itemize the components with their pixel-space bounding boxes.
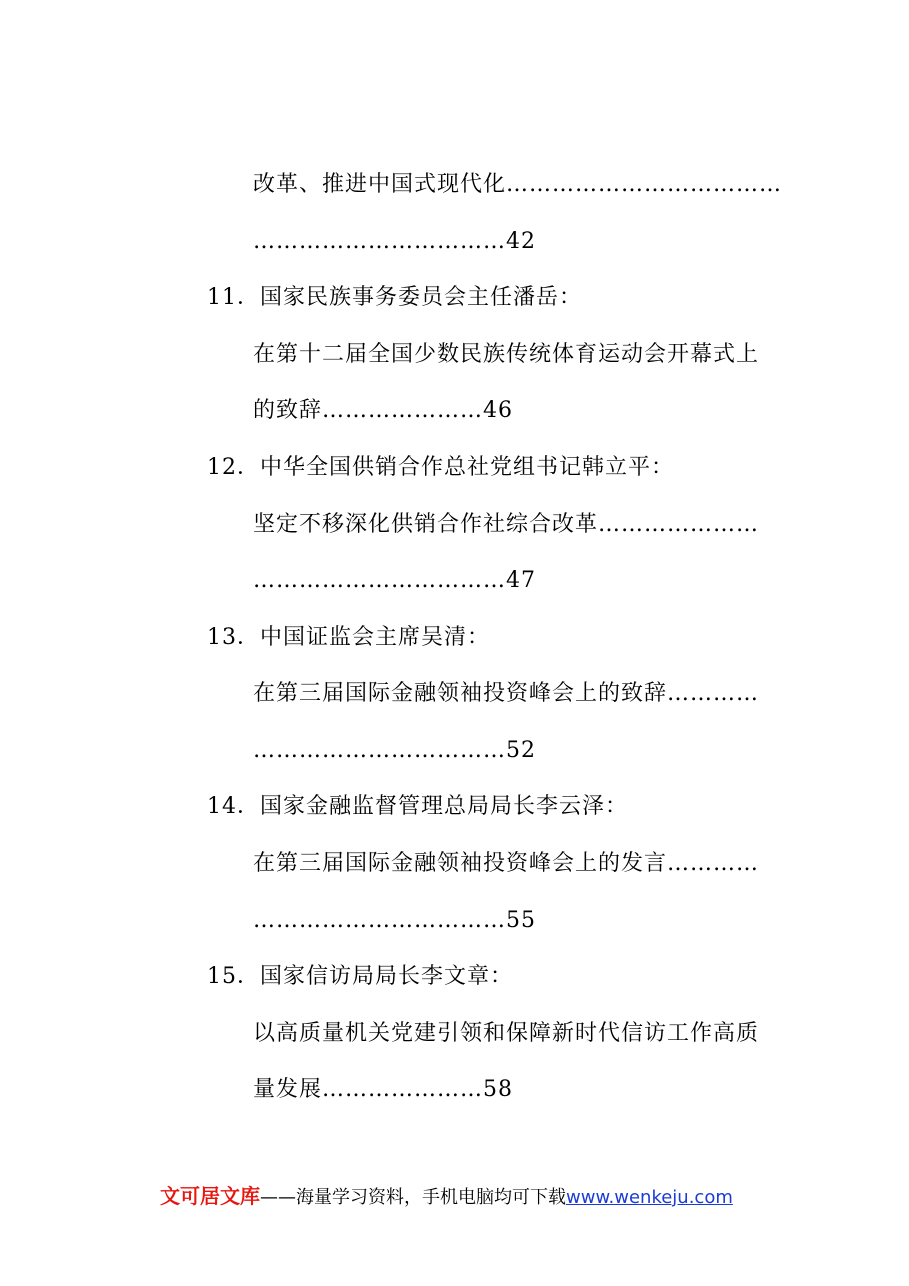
toc-line: ……………………………55	[253, 908, 536, 933]
toc-entry-heading: 12．中华全国供销合作总社党组书记韩立平：	[207, 455, 674, 480]
toc-line: 的致辞…………………46	[253, 398, 513, 423]
site-link[interactable]: www.wenkeju.com	[566, 1187, 733, 1208]
toc-line: 量发展…………………58	[253, 1077, 513, 1102]
footer-tagline: ——海量学习资料，手机电脑均可下载	[260, 1187, 566, 1208]
toc-entry-heading: 13．中国证监会主席吴清：	[207, 625, 490, 650]
toc-line: ……………………………47	[253, 568, 536, 593]
footer-banner	[160, 1183, 733, 1211]
toc-line: 坚定不移深化供销合作社综合改革…………………	[253, 512, 760, 537]
toc-line: 在第三届国际金融领袖投资峰会上的致辞…………	[253, 681, 760, 706]
toc-line: 在第十二届全国少数民族传统体育运动会开幕式上	[253, 342, 760, 367]
toc-entry-heading: 14．国家金融监督管理总局局长李云泽：	[207, 794, 628, 819]
toc-line: ……………………………42	[253, 229, 536, 254]
toc-line: ……………………………52	[253, 738, 536, 763]
toc-entry-heading: 11．国家民族事务委员会主任潘岳：	[207, 285, 582, 310]
brand-name: 文可居文库	[160, 1184, 260, 1208]
toc-line: 以高质量机关党建引领和保障新时代信访工作高质	[253, 1021, 760, 1046]
toc-line: 改革、推进中国式现代化………………………………	[253, 172, 783, 197]
toc-entry-heading: 15．国家信访局局长李文章：	[207, 964, 513, 989]
toc-line: 在第三届国际金融领袖投资峰会上的发言…………	[253, 851, 760, 876]
